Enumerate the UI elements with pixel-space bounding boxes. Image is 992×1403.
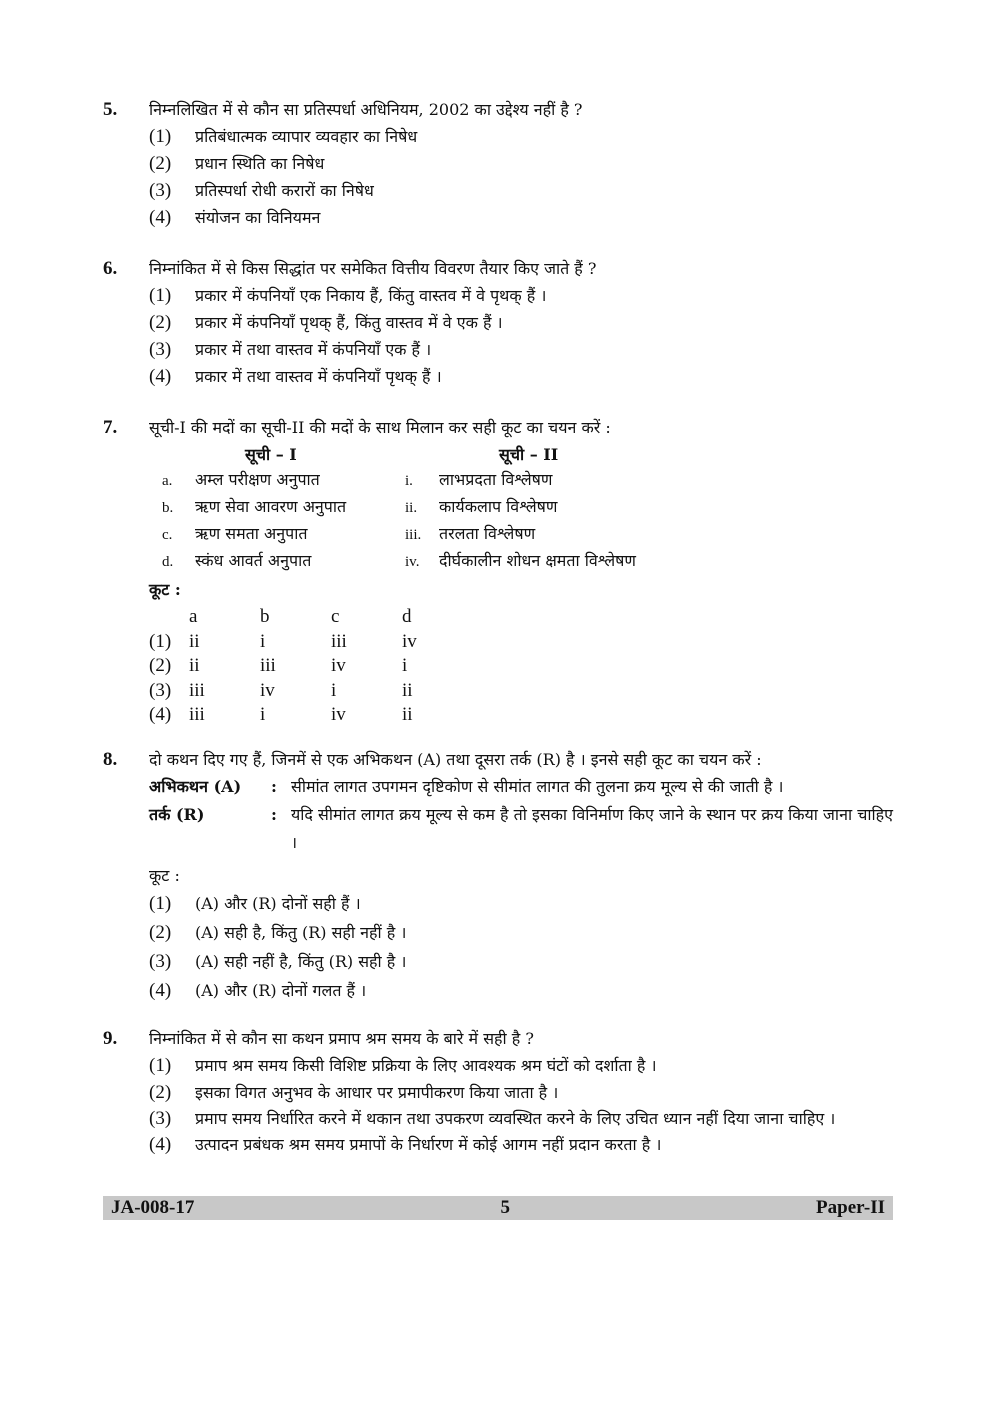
code-row — [149, 703, 893, 728]
assertion-text: सीमांत लागत उपगमन दृष्टिकोण से सीमांत लागत की तुलना क्रय मूल्य से की जाती है । — [291, 777, 784, 796]
match-row — [149, 521, 893, 548]
assertion-row — [149, 773, 893, 801]
code-row — [149, 679, 893, 704]
option — [149, 1106, 893, 1131]
code-label: कूट : — [149, 580, 181, 599]
question-text: दो कथन दिए गए हैं, जिनमें से एक अभिकथन (A) तथा दूसरा तर्क (R) है । इनसे सही कूट का चयन करें : — [149, 750, 762, 769]
list-1-item: अम्ल परीक्षण अनुपात — [195, 470, 320, 489]
option-number: (2) — [149, 655, 172, 676]
code-cell: i — [260, 630, 266, 652]
code-col-b: b — [260, 606, 270, 627]
option-text: संयोजन का विनियमन — [195, 208, 321, 227]
code-label: कूट : — [149, 866, 180, 885]
option-number: (4) — [149, 1134, 172, 1155]
question-8 — [103, 747, 893, 1005]
code-cell: i — [402, 655, 408, 676]
option — [149, 204, 893, 231]
code-cell: iii — [260, 655, 276, 676]
code-cell: iii — [331, 630, 347, 652]
reason-row — [149, 801, 893, 857]
option-text: (A) और (R) दोनों सही हैं । — [195, 894, 361, 913]
option-number: (4) — [149, 980, 172, 1001]
option-text: प्रधान स्थिति का निषेध — [195, 154, 325, 173]
list-2-title: सूची – II — [499, 445, 559, 464]
question-text: निम्नांकित में से कौन सा कथन प्रमाप श्रम समय के बारे में सही है ? — [149, 1029, 534, 1048]
option — [149, 889, 893, 918]
code-cell: i — [331, 679, 337, 701]
code-cell: ii — [189, 655, 200, 676]
question-number: 6. — [103, 258, 118, 279]
question-9 — [103, 1026, 893, 1158]
option-text: प्रतिस्पर्धा रोधी करारों का निषेध — [195, 181, 374, 200]
option-number: (1) — [149, 285, 172, 306]
colon: : — [271, 777, 277, 796]
list-2-item: कार्यकलाप विश्लेषण — [439, 497, 558, 516]
question-number: 9. — [103, 1028, 118, 1049]
list-1-label: b. — [162, 500, 174, 516]
option-number: (2) — [149, 922, 172, 943]
question-text: निम्नलिखित में से कौन सा प्रतिस्पर्धा अधिनियम, 2002 का उद्देश्य नहीं है ? — [149, 100, 583, 119]
option — [149, 1052, 893, 1079]
list-1-label: d. — [162, 554, 174, 570]
code-cell: iii — [189, 704, 205, 725]
reason-label: तर्क (R) — [149, 805, 205, 824]
code-cell: ii — [402, 704, 413, 725]
colon: : — [271, 805, 277, 824]
page-number: 5 — [500, 1197, 510, 1218]
code-header — [149, 605, 893, 630]
code-cell: iv — [331, 655, 346, 676]
code-cell: ii — [402, 679, 413, 701]
option — [149, 177, 893, 204]
paper-code: JA-008-17 — [111, 1197, 195, 1218]
question-number: 7. — [103, 417, 118, 438]
code-cell: iv — [260, 679, 275, 701]
code-cell: iv — [331, 704, 346, 725]
option-text: प्रकार में कंपनियाँ एक निकाय हैं, किंतु वास्तव में वे पृथक् हैं । — [195, 286, 547, 305]
list-2-label: iii. — [405, 527, 422, 543]
option — [149, 309, 893, 336]
option — [149, 336, 893, 363]
question-5 — [103, 97, 893, 231]
question-number: 5. — [103, 99, 118, 120]
option-number: (1) — [149, 893, 172, 914]
option-number: (2) — [149, 153, 172, 174]
option-number: (3) — [149, 951, 172, 972]
list-1-label: a. — [162, 473, 173, 489]
list-2-label: i. — [405, 473, 413, 489]
option-number: (4) — [149, 366, 172, 387]
page-footer — [103, 1196, 893, 1220]
question-number: 8. — [103, 749, 118, 770]
reason-text: यदि सीमांत लागत क्रय मूल्य से कम है तो इसका विनिर्माण किए जाने के स्थान पर क्रय किया जाना चाहिए । — [291, 805, 893, 852]
code-row — [149, 630, 893, 655]
option-number: (4) — [149, 207, 172, 228]
option-text: प्रमाप श्रम समय किसी विशिष्ट प्रक्रिया के लिए आवश्यक श्रम घंटों को दर्शाता है । — [195, 1056, 657, 1075]
list-1-item: ऋण समता अनुपात — [195, 524, 308, 543]
option-text: प्रकार में तथा वास्तव में कंपनियाँ एक हैं । — [195, 340, 432, 359]
option-number: (1) — [149, 630, 172, 652]
option-text: इसका विगत अनुभव के आधार पर प्रमापीकरण किया जाता है । — [195, 1083, 559, 1102]
match-row — [149, 494, 893, 521]
list-1-title: सूची – I — [245, 445, 297, 464]
option-text: उत्पादन प्रबंधक श्रम समय प्रमापों के निर्धारण में कोई आगम नहीं प्रदान करता है । — [195, 1135, 662, 1154]
match-row — [149, 467, 893, 494]
list-1-item: ऋण सेवा आवरण अनुपात — [195, 497, 347, 516]
option — [149, 282, 893, 309]
code-cell: iv — [402, 630, 417, 652]
option — [149, 123, 893, 150]
list-2-item: तरलता विश्लेषण — [439, 524, 536, 543]
option-number: (2) — [149, 312, 172, 333]
paper-name: Paper-II — [816, 1197, 885, 1218]
match-table — [149, 443, 893, 575]
option-text: (A) सही है, किंतु (R) सही नहीं है । — [195, 923, 407, 942]
code-table — [149, 605, 893, 728]
code-row — [149, 654, 893, 679]
code-col-c: c — [331, 606, 340, 627]
list-2-label: ii. — [405, 500, 418, 516]
assertion-label: अभिकथन (A) — [149, 777, 242, 796]
list-1-label: c. — [162, 527, 173, 543]
question-6 — [103, 256, 893, 390]
list-1-item: स्कंध आवर्त अनुपात — [195, 551, 312, 570]
option-text: प्रमाप समय निर्धारित करने में थकान तथा उपकरण व्यवस्थित करने के लिए उचित ध्यान नहीं दिया जाना चाहिए । — [195, 1109, 836, 1128]
option-number: (3) — [149, 180, 172, 201]
option — [149, 363, 893, 390]
option-number: (3) — [149, 1108, 172, 1129]
option-number: (3) — [149, 679, 172, 701]
option — [149, 1131, 893, 1158]
code-cell: ii — [189, 630, 200, 652]
question-text: निम्नांकित में से किस सिद्धांत पर समेकित वित्तीय विवरण तैयार किए जाते हैं ? — [149, 259, 597, 278]
option-number: (2) — [149, 1082, 172, 1103]
code-col-a: a — [189, 606, 198, 627]
code-cell: i — [260, 704, 266, 725]
option-text: प्रतिबंधात्मक व्यापार व्यवहार का निषेध — [195, 127, 418, 146]
list-2-item: दीर्घकालीन शोधन क्षमता विश्लेषण — [439, 551, 637, 570]
question-text: सूची-I की मदों का सूची-II की मदों के साथ मिलान कर सही कूट का चयन करें : — [149, 418, 611, 437]
option — [149, 976, 893, 1005]
option-number: (3) — [149, 339, 172, 360]
list-2-item: लाभप्रदता विश्लेषण — [439, 470, 553, 489]
option-number: (4) — [149, 704, 172, 725]
option-text: (A) और (R) दोनों गलत हैं । — [195, 981, 367, 1000]
option-number: (1) — [149, 126, 172, 147]
option — [149, 918, 893, 947]
option — [149, 1079, 893, 1106]
code-col-d: d — [402, 606, 412, 627]
option — [149, 947, 893, 976]
match-row — [149, 548, 893, 575]
option-text: प्रकार में कंपनियाँ पृथक् हैं, किंतु वास्तव में वे एक हैं । — [195, 313, 503, 332]
list-2-label: iv. — [405, 554, 420, 570]
option-text: (A) सही नहीं है, किंतु (R) सही है । — [195, 952, 407, 971]
option-number: (1) — [149, 1055, 172, 1076]
code-cell: iii — [189, 679, 205, 701]
question-7 — [103, 415, 893, 728]
option-text: प्रकार में तथा वास्तव में कंपनियाँ पृथक् हैं । — [195, 367, 442, 386]
option — [149, 150, 893, 177]
assertion-reason — [149, 773, 893, 857]
